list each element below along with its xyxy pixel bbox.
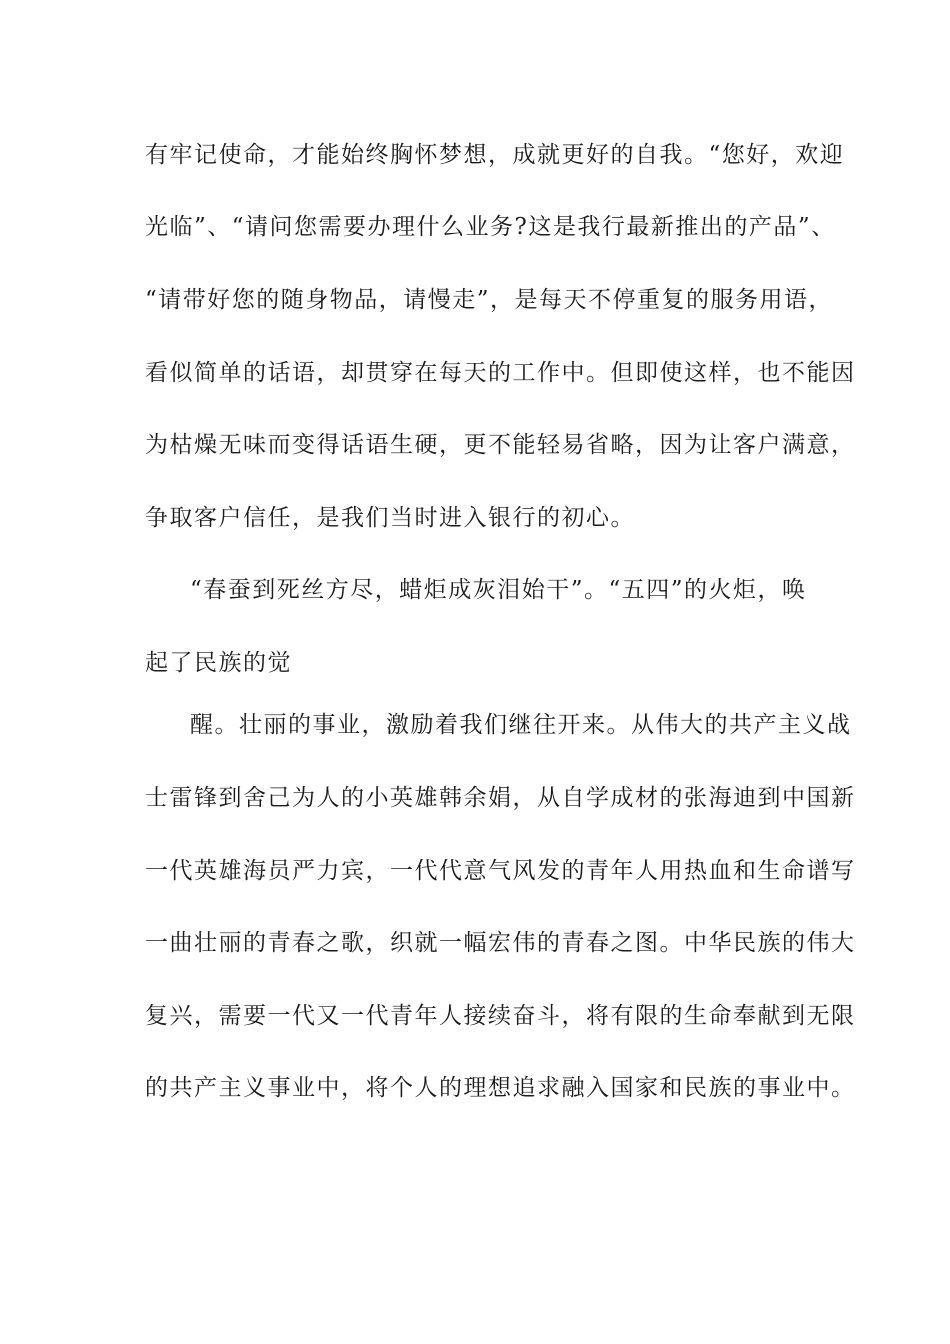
text-line: 起了民族的觉 [145,650,292,676]
text-line: “春蚕到死丝方尽，蜡炬成灰泪始干”。“五四”的火炬，唤 [190,577,807,603]
text-line: “请带好您的随身物品，请慢走”，是每天不停重复的服务用语， [145,287,834,313]
text-line: 一曲壮丽的青春之歌，织就一幅宏伟的青春之图。中华民族的伟大 [145,930,856,956]
text-line: 士雷锋到舍己为人的小英雄韩余娟，从自学成材的张海迪到中国新 [145,785,856,811]
text-line: 争取客户信任，是我们当时进入银行的初心。 [145,505,635,531]
text-line: 有牢记使命，才能始终胸怀梦想，成就更好的自我。“您好，欢迎 [145,142,845,168]
text-line: 为枯燥无味而变得话语生硬，更不能轻易省略，因为让客户满意， [145,432,856,458]
text-line: 看似简单的话语，却贯穿在每天的工作中。但即使这样，也不能因 [145,360,856,386]
text-line: 光临”、“请问您需要办理什么业务?这是我行最新推出的产品”、 [145,214,836,240]
text-line: 复兴，需要一代又一代青年人接续奋斗，将有限的生命奉献到无限 [145,1003,856,1029]
text-line: 的共产主义事业中，将个人的理想追求融入国家和民族的事业中。 [145,1075,856,1101]
text-line: 醒。壮丽的事业，激励着我们继往开来。从伟大的共产主义战 [190,712,852,738]
text-line: 一代英雄海员严力宾，一代代意气风发的青年人用热血和生命谱写 [145,858,856,884]
